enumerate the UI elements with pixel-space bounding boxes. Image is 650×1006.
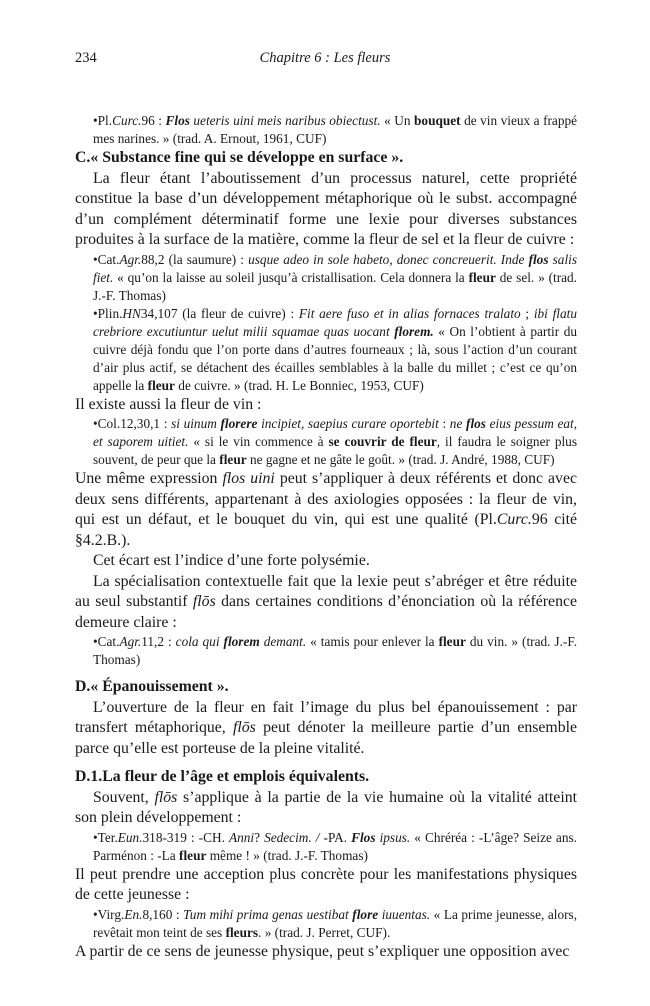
citation-example: •Pl.Curc.96 : Flos ueteris uini meis naribus obiectust. « Un bouquet de vin vieux a frappé mes narines. » (trad. A. Ernout, 1961, CUF) [93,113,578,146]
body-paragraph: Il peut prendre une acception plus concrète pour les manifestations physiques de cette jeunesse : [75,865,577,903]
body-paragraph: Souvent, flōs s’applique à la partie de la vie humaine où la vitalité atteint son plein développement : [75,788,577,826]
body-paragraph: Cet écart est l’indice d’une forte polysémie. [93,552,370,569]
page-number: 234 [75,50,97,66]
citation-example: •Cat.Agr.11,2 : cola qui florem demant. « tamis pour enlever la fleur du vin. » (trad. J.-F. Thomas) [93,634,578,667]
page-header [75,50,575,70]
body-paragraph: La spécialisation contextuelle fait que la lexie peut s’abréger et être réduite au seul substantif flōs dans certaines conditions d’énonciation où la référence demeure claire : [75,572,577,631]
running-title: Chapitre 6 : Les fleurs [259,50,391,66]
body-paragraph: La fleur étant l’aboutissement d’un processus naturel, cette propriété constitue la base d’un développement métaphorique où le subst. accompagné d’un complément déterminatif forme une lexie pour diverses substances produites à la surface de la matière, comme la fleur de sel et la fleur de cuivre : [75,169,577,248]
citation-example: •Col.12,30,1 : si uinum florere incipiet, saepius curare oportebit : ne flos eius pessum eat, et saporem uitiet. « si le vin commence à se couvrir de fleur, il faudra le soigner plus souvent, de peur que la fleur ne gagne et ne gâte le goût. » (trad. J. André, 1988, CUF) [93,416,578,467]
page-body [75,112,577,962]
citation-example: •Cat.Agr.88,2 (la saumure) : usque adeo in sole habeto, donec concreuerit. Inde flos salis fiet. « qu’on la laisse au soleil jusqu’à cristallisation. Cela donnera la fleur de sel. » (trad. J.-F. Thomas) [93,251,578,303]
citation-example: •Virg.En.8,160 : Tum mihi prima genas uestibat flore iuuentas. « La prime jeunesse, alors, revêtait mon teint de ses fleurs. » (trad. J. Perret, CUF). [93,906,578,940]
citation-example: •Ter.Eun.318-319 : -CH. Anni? Sedecim. / -PA. Flos ipsus. « Chréréa : -L’âge? Seize ans. Parménon : -La fleur même ! » (trad. J.-F. Thomas) [93,829,577,863]
body-paragraph: L’ouverture de la fleur en fait l’image du plus bel épanouissement : par transfert métaphorique, flōs peut dénoter la meilleure partie d’un ensemble parce qu’elle est porteuse de la pleine vitalité. [75,698,578,757]
body-paragraph: A partir de ce sens de jeunesse physique, peut s’expliquer une opposition avec [75,942,570,960]
section-heading: D.1.La fleur de l’âge et emplois équivalents. [75,768,370,785]
section-heading: C.« Substance fine qui se développe en surface ». [75,149,404,166]
body-paragraph: Il existe aussi la fleur de vin : [75,395,262,413]
section-heading: D.« Épanouissement ». [75,678,229,695]
citation-example: •Plin.HN34,107 (la fleur de cuivre) : Fit aere fuso et in alias fornaces tralato ; ibi flatu crebriore excutiuntur uelut milii squamae quas uocant florem. « On l’obtient à partir du cuivre déjà fondu que l’on porte dans d’autres fourneaux ; là, sous l’action d’un courant d’air plus actif, se détachent des écailles semblables à la balle du millet ; c’est ce qu’on appelle la fleur de cuivre. » (trad. H. Le Bonniec, 1953, CUF) [93,305,577,393]
body-paragraph: Une même expression flos uini peut s’appliquer à deux référents et donc avec deux sens différents, appartenant à des axiologies opposées : la fleur de vin, qui est un défaut, et le bouquet du vin, qui est une qualité (Pl.Curc.96 cité §4.2.B.). [75,470,578,549]
